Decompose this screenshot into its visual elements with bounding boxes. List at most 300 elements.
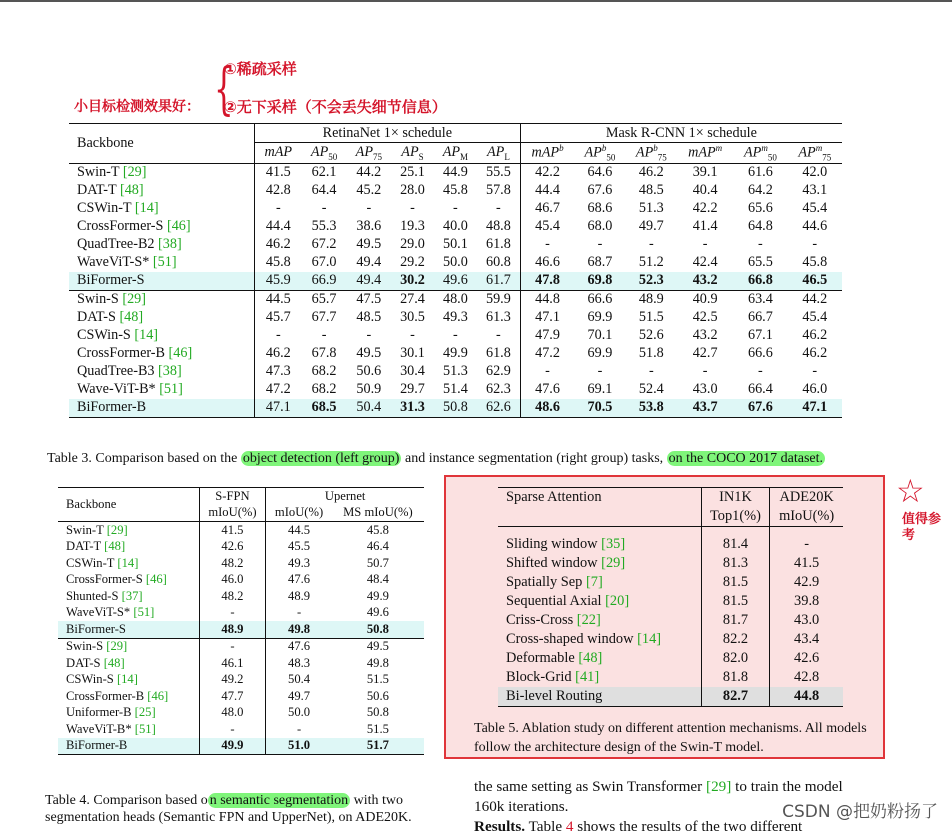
- table5-in1k-cell: 81.5: [701, 592, 770, 611]
- table3-value-cell: 65.6: [747, 200, 773, 217]
- table-row: [498, 668, 843, 687]
- body-line2: 160k iterations.: [474, 798, 569, 815]
- table3-value-cell: 45.8: [802, 254, 828, 271]
- table3-value-cell: 66.9: [302, 272, 347, 291]
- citation-link[interactable]: [29]: [122, 291, 146, 308]
- model-name: Wave-ViT-B*: [77, 381, 156, 398]
- table3-value-cell: -: [648, 363, 654, 380]
- table3-value-cell: 49.4: [346, 272, 391, 291]
- table4-value-cell: 50.7: [366, 555, 389, 570]
- citation-link[interactable]: [48]: [119, 182, 144, 199]
- model-name: QuadTree-B2: [77, 236, 155, 253]
- table3-value-cell: 62.1: [311, 164, 337, 181]
- table3-value-cell: 44.8: [520, 290, 574, 309]
- table3-value-cell: 49.5: [356, 345, 382, 362]
- table3-value-cell: 64.8: [747, 218, 773, 235]
- table5-ade-cell: 41.5: [770, 554, 843, 573]
- metric-base: AP: [743, 144, 762, 161]
- table5-attention-cell: [498, 592, 701, 611]
- table3-value-cell: 46.2: [802, 345, 828, 362]
- table3-value-cell: 45.2: [356, 182, 382, 199]
- table3-value-cell: 48.6: [520, 399, 574, 418]
- table3-metric-header: [477, 143, 520, 164]
- table3-value-cell: -: [496, 327, 501, 344]
- table3-value-cell: -: [758, 363, 763, 380]
- table3-value-cell: 44.4: [254, 218, 301, 236]
- table4-value-cell: 49.6: [366, 605, 389, 620]
- table4-value-cell: 48.9: [199, 621, 266, 638]
- citation-link[interactable]: [38]: [158, 236, 182, 253]
- table5-attention-cell: [498, 668, 701, 687]
- table3-value-cell: 50.9: [356, 381, 382, 398]
- table-row: [69, 345, 842, 363]
- model-name: BiFormer-B: [77, 399, 147, 416]
- body-results-heading: Results.: [474, 818, 526, 835]
- table-row: [69, 272, 842, 291]
- table3-value-cell: 40.9: [692, 291, 718, 308]
- table-row: [69, 254, 842, 272]
- table5-attention-cell: [498, 554, 701, 573]
- table3-backbone-cell: [69, 218, 254, 236]
- table-row: [58, 655, 424, 672]
- table3-value-cell: 66.4: [747, 381, 773, 398]
- table3-value-cell: 31.3: [391, 399, 434, 418]
- table3-value-cell: 68.2: [311, 363, 337, 380]
- table4-value-cell: 46.4: [366, 539, 389, 554]
- table3-value-cell: 51.8: [638, 345, 664, 362]
- table5-ade-cell: 44.8: [770, 687, 843, 707]
- table4-value-cell: -: [199, 638, 266, 655]
- model-name: CrossFormer-B: [66, 688, 145, 703]
- table4-value-cell: 49.2: [199, 672, 266, 689]
- table3-value-cell: -: [520, 236, 574, 254]
- table4-value-cell: 49.8: [266, 621, 332, 638]
- table3-value-cell: 45.4: [802, 309, 828, 326]
- table-row: [498, 554, 843, 573]
- table4-backbone-cell: [58, 572, 199, 589]
- table3-value-cell: 47.1: [788, 399, 842, 418]
- table3-value-cell: 46.2: [254, 345, 301, 363]
- table3-value-cell: 48.5: [638, 182, 664, 199]
- table4-value-cell: 48.2: [199, 555, 266, 572]
- table4-value-cell: 50.8: [366, 705, 389, 720]
- metric-sub: 50: [767, 152, 777, 163]
- citation-link[interactable]: [48]: [104, 539, 126, 554]
- table3-value-cell: 42.2: [692, 200, 718, 217]
- citation-link[interactable]: [46]: [147, 688, 169, 703]
- model-name: CrossFormer-S: [77, 218, 164, 235]
- table5-ade-cell: 43.0: [770, 611, 843, 630]
- table-row: [58, 572, 424, 589]
- table3-value-cell: 61.7: [477, 272, 520, 291]
- table4-sfpn-header: S-FPN: [199, 488, 266, 505]
- table3-value-cell: -: [702, 363, 708, 380]
- table3-metric-header: [391, 143, 434, 164]
- table3-value-cell: 46.6: [520, 254, 574, 272]
- table3-value-cell: 44.5: [254, 290, 301, 309]
- table-row: [69, 290, 842, 309]
- metric-sub: 75: [822, 152, 832, 163]
- table5-in1k-cell: 81.7: [701, 611, 770, 630]
- table3-value-cell: 49.4: [356, 254, 382, 271]
- table3-value-cell: 30.5: [400, 309, 425, 326]
- table3-backbone-cell: [69, 272, 254, 291]
- table3-value-cell: 69.9: [587, 345, 613, 362]
- table3-metric-header: [520, 143, 574, 164]
- table3-caption-pre: Table 3. Comparison based on the: [47, 451, 241, 466]
- model-name: DAT-S: [66, 655, 101, 670]
- top-rule: [0, 0, 952, 2]
- table3-value-cell: 47.3: [254, 363, 301, 381]
- table3-value-cell: 52.4: [638, 381, 664, 398]
- table3-value-cell: -: [758, 236, 763, 253]
- model-name: CSWin-T: [66, 555, 115, 570]
- table3-value-cell: 42.0: [802, 164, 828, 181]
- table5-ade-cell: 39.8: [770, 592, 843, 611]
- table3-value-cell: 67.7: [311, 309, 337, 326]
- table4-backbone-cell: [58, 672, 199, 689]
- citation-link[interactable]: [48]: [103, 655, 125, 670]
- table3-value-cell: 67.6: [733, 399, 787, 418]
- table3-caption-highlight1: object detection (left group): [242, 451, 400, 466]
- table-row: [58, 555, 424, 572]
- table4-value-cell: 48.2: [199, 588, 266, 605]
- table3-backbone-cell: [69, 236, 254, 254]
- table5-in1k-cell: 81.4: [701, 527, 770, 555]
- metric-sup: m: [761, 143, 768, 153]
- table5-in1k-cell: 82.7: [701, 687, 770, 707]
- table3-value-cell: 52.3: [626, 272, 677, 291]
- citation-link[interactable]: [46]: [168, 345, 193, 362]
- citation-link[interactable]: [14]: [134, 327, 159, 344]
- model-name: Shunted-S: [66, 588, 119, 603]
- table3-value-cell: -: [453, 200, 458, 217]
- metric-sub: 75: [657, 152, 667, 163]
- metric-sup: m: [815, 143, 823, 153]
- metric-base: mAP: [688, 145, 716, 162]
- table4-subheader: mIoU(%): [199, 505, 266, 522]
- table5-header-ade-metric: mIoU(%): [770, 507, 843, 527]
- metric-sub: 75: [373, 151, 383, 162]
- table3-value-cell: 50.6: [356, 363, 382, 380]
- table5-in1k-cell: 81.3: [701, 554, 770, 573]
- citation-link[interactable]: [41]: [575, 669, 600, 685]
- table4-backbone-cell: [58, 555, 199, 572]
- table3-value-cell: 39.1: [692, 164, 718, 181]
- handwritten-note-item1: ①稀疏采样: [224, 60, 297, 78]
- metric-base: AP: [635, 144, 654, 161]
- table3-metric-header: [346, 143, 391, 164]
- table3-value-cell: -: [366, 200, 372, 217]
- table3-value-cell: 43.1: [802, 182, 828, 199]
- table5-attention-cell: [498, 687, 701, 707]
- table3-value-cell: 67.6: [587, 182, 613, 199]
- metric-base: AP: [401, 143, 419, 160]
- table-row: [58, 721, 424, 738]
- table5-header-ade: ADE20K: [770, 488, 843, 508]
- table3-value-cell: 65.5: [747, 254, 773, 271]
- model-name: DAT-S: [77, 309, 116, 326]
- table3-value-cell: 62.3: [485, 381, 511, 398]
- table5-in1k-cell: 81.8: [701, 668, 770, 687]
- table4-backbone-cell: [58, 738, 199, 755]
- model-name: Bi-level Routing: [506, 688, 603, 704]
- table3-value-cell: 64.2: [747, 182, 773, 199]
- citation-link[interactable]: [48]: [119, 309, 144, 326]
- citation-link[interactable]: [35]: [601, 536, 626, 552]
- citation-link[interactable]: [29]: [106, 522, 128, 537]
- table3-value-cell: 61.6: [747, 164, 773, 181]
- table-row: [69, 381, 842, 399]
- table3-backbone-cell: [69, 200, 254, 218]
- model-name: BiFormer-S: [66, 621, 126, 636]
- table3-backbone-cell: [69, 345, 254, 363]
- metric-sub: S: [418, 151, 424, 162]
- citation-link[interactable]: [22]: [576, 612, 601, 628]
- citation-link[interactable]: [46]: [166, 218, 191, 235]
- table3-value-cell: 51.3: [638, 200, 664, 217]
- model-name: QuadTree-B3: [77, 363, 155, 380]
- citation-link[interactable]: [51]: [133, 605, 155, 620]
- table4-backbone-cell: [58, 605, 199, 622]
- citation-link[interactable]: [25]: [134, 705, 156, 720]
- table3-value-cell: 69.1: [587, 381, 613, 398]
- citation-link[interactable]: [37]: [121, 588, 143, 603]
- table-row: [498, 592, 843, 611]
- table3-value-cell: 49.6: [434, 272, 477, 291]
- table-row: [58, 738, 424, 755]
- table-row: [69, 200, 842, 218]
- table5-ade-cell: 42.9: [770, 573, 843, 592]
- table3-value-cell: 70.1: [587, 327, 613, 344]
- handwritten-note-item2: ②无下采样（不会丢失细节信息）: [224, 98, 447, 116]
- citation-link[interactable]: [48]: [578, 650, 603, 666]
- table3-value-cell: 61.3: [485, 309, 511, 326]
- table4-value-cell: 42.6: [199, 539, 266, 556]
- table3-value-cell: -: [520, 363, 574, 381]
- table3-value-cell: 66.6: [587, 291, 613, 308]
- table-row: [58, 588, 424, 605]
- citation-link[interactable]: [14]: [116, 672, 138, 687]
- table3-value-cell: 67.2: [311, 236, 337, 253]
- table3-metric-header: [254, 143, 301, 164]
- handwritten-bracket: {: [214, 57, 234, 122]
- table3-value-cell: -: [812, 363, 818, 380]
- table3-backbone-cell: [69, 399, 254, 418]
- table3-value-cell: 44.9: [442, 164, 468, 181]
- table5-header-in1k-metric: Top1(%): [701, 507, 770, 527]
- citation-link[interactable]: [14]: [117, 555, 139, 570]
- table3-value-cell: 68.7: [587, 254, 613, 271]
- table3-metric-header: [788, 143, 842, 164]
- model-name: DAT-T: [77, 182, 117, 199]
- body-line1-cite[interactable]: [29]: [706, 778, 732, 795]
- table3-value-cell: -: [254, 327, 301, 345]
- citation-link[interactable]: [51]: [159, 381, 183, 398]
- citation-link[interactable]: [7]: [585, 574, 603, 590]
- citation-link[interactable]: [38]: [158, 363, 182, 380]
- table-row: [69, 363, 842, 381]
- table4-value-cell: 48.3: [266, 655, 332, 672]
- handwritten-note-left: 小目标检测效果好：: [74, 99, 200, 115]
- table4-value-cell: 51.7: [332, 738, 424, 755]
- table3-value-cell: 49.7: [638, 218, 664, 235]
- table3-value-cell: 44.4: [520, 182, 574, 200]
- model-name: Cross-shaped window: [506, 631, 634, 647]
- model-name: BiFormer-S: [77, 272, 145, 289]
- table3-value-cell: 66.8: [733, 272, 787, 291]
- table3-value-cell: -: [648, 236, 654, 253]
- model-name: Sliding window: [506, 536, 598, 552]
- table3-value-cell: 49.5: [356, 236, 382, 253]
- table3-value-cell: 57.8: [485, 182, 511, 199]
- table4-value-cell: 48.4: [366, 572, 389, 587]
- citation-link[interactable]: [20]: [605, 593, 630, 609]
- citation-link[interactable]: [51]: [134, 721, 156, 736]
- table3-metric-header: [626, 143, 677, 164]
- body-table-ref[interactable]: 4: [565, 818, 574, 835]
- table3-backbone-cell: [69, 363, 254, 381]
- table3-value-cell: 41.4: [692, 218, 718, 235]
- table3-value-cell: 50.4: [346, 399, 391, 418]
- table4-value-cell: 49.9: [199, 738, 266, 755]
- table3-value-cell: -: [410, 200, 415, 217]
- table3-value-cell: 42.2: [520, 163, 574, 182]
- table3-value-cell: 68.5: [302, 399, 347, 418]
- table3-metric-header: [302, 143, 347, 164]
- table-row: [498, 630, 843, 649]
- table4-value-cell: 50.0: [266, 705, 332, 722]
- handwritten-star-icon: ☆: [896, 473, 925, 509]
- table3-value-cell: -: [812, 236, 818, 253]
- table5-ade-cell: 43.4: [770, 630, 843, 649]
- citation-link[interactable]: [51]: [152, 254, 177, 271]
- table5-header-attention: Sparse Attention: [506, 489, 602, 505]
- table3-value-cell: -: [597, 363, 603, 380]
- table3-value-cell: -: [254, 200, 301, 218]
- table4-value-cell: 49.9: [366, 588, 389, 603]
- table3-value-cell: 29.0: [400, 236, 425, 253]
- citation-link[interactable]: [14]: [637, 631, 662, 647]
- table5-caption: Table 5. Ablation study on different attention mechanisms. All models follow the architecture design of the Swin-T model.: [474, 721, 867, 755]
- table3-value-cell: 55.3: [311, 218, 337, 235]
- table3-value-cell: 69.8: [574, 272, 625, 291]
- table5-ade-cell: 42.6: [770, 649, 843, 668]
- table3-caption-mid: and instance segmentation (right group) tasks,: [401, 451, 667, 466]
- model-name: BiFormer-B: [66, 738, 128, 753]
- metric-sup: b: [601, 143, 607, 153]
- table3-value-cell: 43.2: [692, 327, 718, 344]
- table3-value-cell: 46.7: [520, 200, 574, 218]
- table5-in1k-cell: 82.0: [701, 649, 770, 668]
- model-name: WaveViT-S*: [77, 254, 150, 271]
- model-name: CSWin-S: [77, 327, 131, 344]
- table-row: [69, 163, 842, 182]
- table4-value-cell: 51.5: [366, 672, 389, 687]
- table3-value-cell: 62.9: [485, 363, 511, 380]
- citation-link[interactable]: [14]: [134, 200, 159, 217]
- table3-value-cell: 59.9: [485, 291, 511, 308]
- table4-backbone-cell: [58, 588, 199, 605]
- table3-value-cell: 46.2: [254, 236, 301, 254]
- table3-value-cell: 48.5: [356, 309, 382, 326]
- table3-value-cell: -: [453, 327, 458, 344]
- metric-sub: 50: [328, 151, 338, 162]
- table3-metric-header: [574, 143, 625, 164]
- table3-value-cell: -: [321, 327, 327, 344]
- table4-backbone-cell: [58, 705, 199, 722]
- table3-value-cell: 67.0: [311, 254, 337, 271]
- table-row: [58, 605, 424, 622]
- model-name: Swin-S: [77, 291, 119, 308]
- table3-value-cell: 50.0: [442, 254, 468, 271]
- table5-attention-cell: [498, 611, 701, 630]
- table3-backbone-cell: [69, 182, 254, 200]
- table5-header-in1k: IN1K: [701, 488, 770, 508]
- table3-value-cell: 46.2: [638, 164, 664, 181]
- table3-value-cell: 45.9: [254, 272, 301, 291]
- table4-caption-pre: Table 4. Comparison based o: [45, 793, 208, 808]
- table-row: [498, 611, 843, 630]
- table3-value-cell: 69.9: [587, 309, 613, 326]
- model-name: Spatially Sep: [506, 574, 583, 590]
- table3-value-cell: -: [321, 200, 327, 217]
- table4-value-cell: 50.8: [332, 621, 424, 638]
- table3-value-cell: 44.2: [802, 291, 828, 308]
- csdn-watermark: CSDN @把奶粉扬了: [782, 802, 938, 822]
- table3-value-cell: 60.8: [485, 254, 511, 271]
- metric-base: mAP: [264, 144, 293, 161]
- citation-link[interactable]: [29]: [122, 164, 147, 181]
- model-name: Swin-T: [77, 164, 120, 181]
- table4-value-cell: -: [266, 721, 332, 738]
- metric-sub: L: [504, 151, 510, 162]
- table3-value-cell: 49.3: [442, 309, 468, 326]
- table3-value-cell: 38.6: [356, 218, 382, 235]
- table-row: [498, 687, 843, 707]
- table3-value-cell: 61.8: [485, 345, 511, 362]
- table3-value-cell: 50.1: [442, 236, 468, 253]
- table3-value-cell: 63.4: [747, 291, 773, 308]
- table3-metric-header: [733, 143, 787, 164]
- table4-value-cell: 48.9: [266, 588, 332, 605]
- table3-value-cell: 45.4: [520, 218, 574, 236]
- model-name: Block-Grid: [506, 669, 572, 685]
- table5-attention-cell: [498, 630, 701, 649]
- citation-link[interactable]: [29]: [106, 639, 128, 654]
- table3-value-cell: 30.2: [391, 272, 434, 291]
- citation-link[interactable]: [46]: [145, 572, 167, 587]
- model-name: Swin-S: [66, 639, 104, 654]
- table3-value-cell: 68.2: [311, 381, 337, 398]
- table3-value-cell: 48.0: [442, 291, 468, 308]
- metric-base: AP: [355, 143, 374, 160]
- table3-value-cell: 47.2: [254, 381, 301, 399]
- citation-link[interactable]: [29]: [601, 555, 626, 571]
- table4-value-cell: 49.5: [366, 639, 389, 654]
- table3-value-cell: -: [496, 200, 501, 217]
- table3-backbone-cell: [69, 163, 254, 182]
- model-name: WaveViT-B*: [66, 721, 132, 736]
- table3-value-cell: 29.2: [400, 254, 425, 271]
- table3-value-cell: 66.6: [747, 345, 773, 362]
- table3-value-cell: -: [702, 236, 708, 253]
- table4-value-cell: 50.6: [366, 688, 389, 703]
- table3-detection-segmentation: [69, 123, 842, 418]
- table3-value-cell: 42.4: [692, 254, 718, 271]
- table3-value-cell: 51.2: [638, 254, 664, 271]
- metric-sub: 50: [606, 152, 616, 163]
